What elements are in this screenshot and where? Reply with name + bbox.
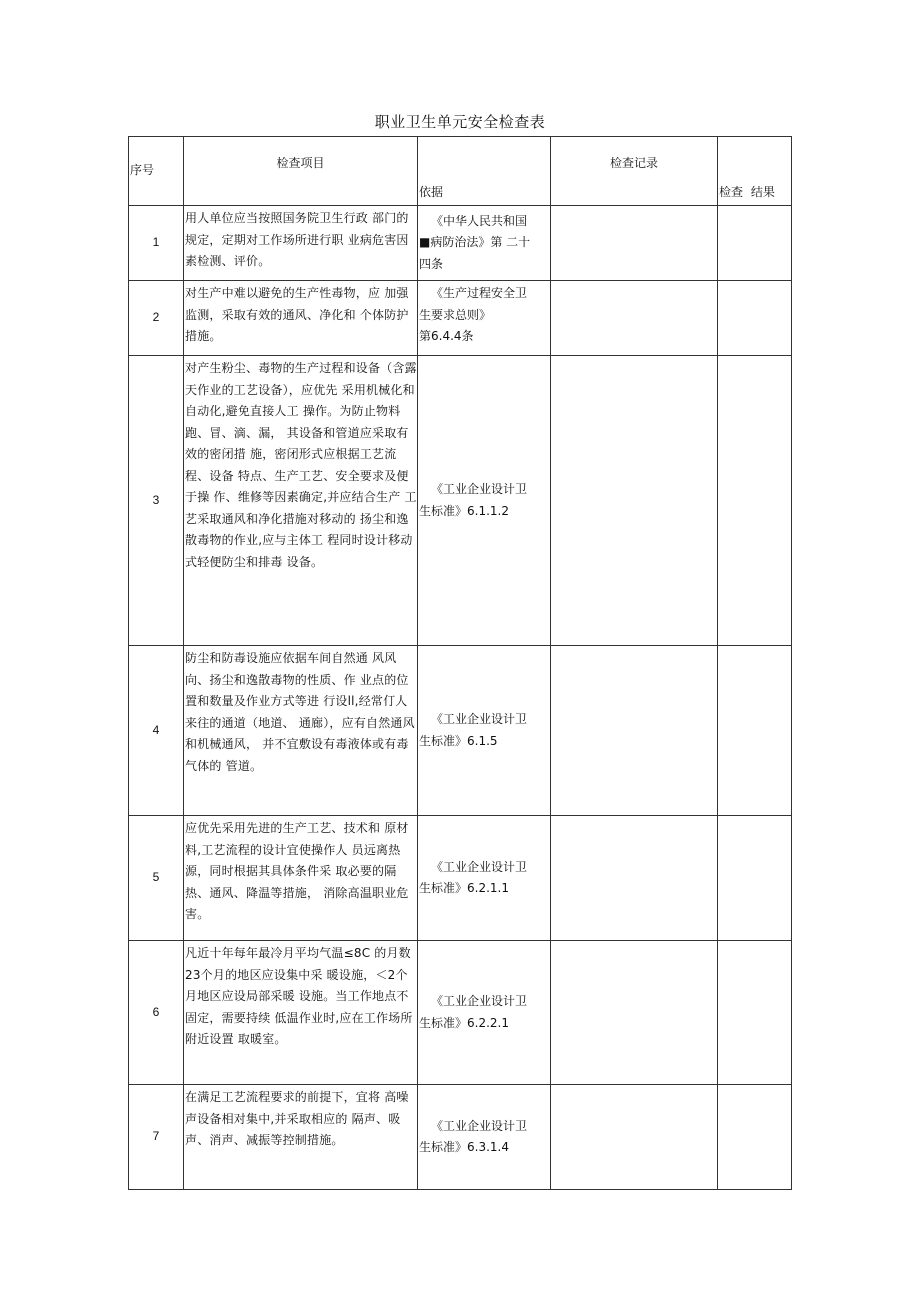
basis-line: 四条 [419,256,444,271]
row-item: 防尘和防毒设施应依据车间自然通 风风向、扬尘和逸散毒物的性质、作 业点的位置和数量及作业方式等进 行设ll,经常仃人来往的通道（地道、 通廊），应有自然通风和机械通风， 并不宜敷设有毒液体或有毒气体的 管道。 [184,646,418,816]
row-record [551,1085,718,1190]
header-seq: 序号 [129,137,184,206]
table-row [129,941,792,1085]
table-row [129,646,792,816]
basis-line: 生要求总则》 [419,307,492,322]
header-basis: 依据 [418,137,551,206]
row-record [551,356,718,646]
row-result [718,206,792,281]
row-record [551,206,718,281]
basis-line: 生标准》6.3.1.4 [419,1140,509,1154]
row-result [718,1085,792,1190]
basis-line: 《工业企业设计卫 [431,482,528,496]
header-record: 检查记录 [551,137,718,206]
basis-line: 《中华人民共和国 [431,213,528,228]
row-item: 应优先采用先进的生产工艺、技术和 原材料,工艺流程的设计宜使操作人 员远离热源，同时根据其具体条件采 取必要的隔热、通风、降温等措施， 消除高温职业危害。 [184,816,418,941]
basis-line: 第6.4.4条 [419,329,474,343]
row-item: 在满足工艺流程要求的前提下，宜将 高噪声设备相对集中,并采取相应的 隔声、吸声、消声、减振等控制措施。 [184,1085,418,1190]
row-result [718,816,792,941]
row-record [551,816,718,941]
row-result [718,941,792,1085]
row-basis [418,646,551,816]
row-record [551,281,718,356]
row-seq: 2 [129,281,184,356]
basis-line: 《生产过程安全卫 [431,286,528,300]
row-item: 用人单位应当按照国务院卫生行政 部门的规定，定期对工作场所进行职 业病危害因素检测、评价。 [184,206,418,281]
table-row [129,206,792,281]
row-result [718,281,792,356]
row-record [551,646,718,816]
basis-line: 生标准》6.1.5 [419,733,498,748]
basis-line: 生标准》6.2.1.1 [419,881,509,895]
row-basis [418,1085,551,1190]
table-row [129,816,792,941]
basis-line: 《工业企业设计卫 [431,1118,528,1133]
page-title: 职业卫生单元安全检查表 [374,113,546,131]
basis-line: 生标准》6.2.2.1 [419,1015,509,1030]
basis-line: 《工业企业设计卫 [431,859,528,874]
row-seq: 6 [129,941,184,1085]
basis-line: ■病防治法》第 二十 [419,235,531,250]
row-seq: 7 [129,1085,184,1190]
row-item: 对产生粉尘、毒物的生产过程和设备（含露天作业的工艺设备），应优先 采用机械化和自动化,避免直接人工 操作。为防止物料跑、冒、滴、漏， 其设备和管道应采取有效的密闭措 施，密闭形式应根据工艺流程、设备 特点、生产工艺、安全要求及便于操 作、维修等因素确定,并应结合生产 工艺采取通风和净化措施对移动的 扬尘和逸散毒物的作业,应与主体工 程同时设计移动式轻便防尘和排毒 设备。 [184,356,418,646]
row-basis [418,281,551,356]
row-basis [418,206,551,281]
table-row [129,1085,792,1190]
table-row [129,281,792,356]
basis-line: 《工业企业设计卫 [431,712,528,726]
row-result [718,356,792,646]
row-seq: 3 [129,356,184,646]
basis-line: 《工业企业设计卫 [431,994,528,1008]
row-seq: 4 [129,646,184,816]
row-seq: 1 [129,206,184,281]
row-seq: 5 [129,816,184,941]
row-basis [418,356,551,646]
row-item: 凡近十年每年最冷月平均气温≤8C 的月数23个月的地区应设集中采 暖设施，＜2个月地区应设局部采暖 设施。当工作地点不固定，需要持续 低温作业时,应在工作场所附近设置 取暖室。 [184,941,418,1085]
row-basis [418,816,551,941]
row-result [718,646,792,816]
row-record [551,941,718,1085]
basis-line: 生标准》6.1.1.2 [419,503,509,518]
table-row [129,356,792,646]
safety-check-table [128,136,792,1190]
row-item: 对生产中难以避免的生产性毒物，应 加强监测，采取有效的通风、净化和 个体防护措施。 [184,281,418,356]
header-result: 检查 结果 [718,137,792,206]
header-item: 检查项目 [184,137,418,206]
row-basis [418,941,551,1085]
header-row [129,137,792,206]
